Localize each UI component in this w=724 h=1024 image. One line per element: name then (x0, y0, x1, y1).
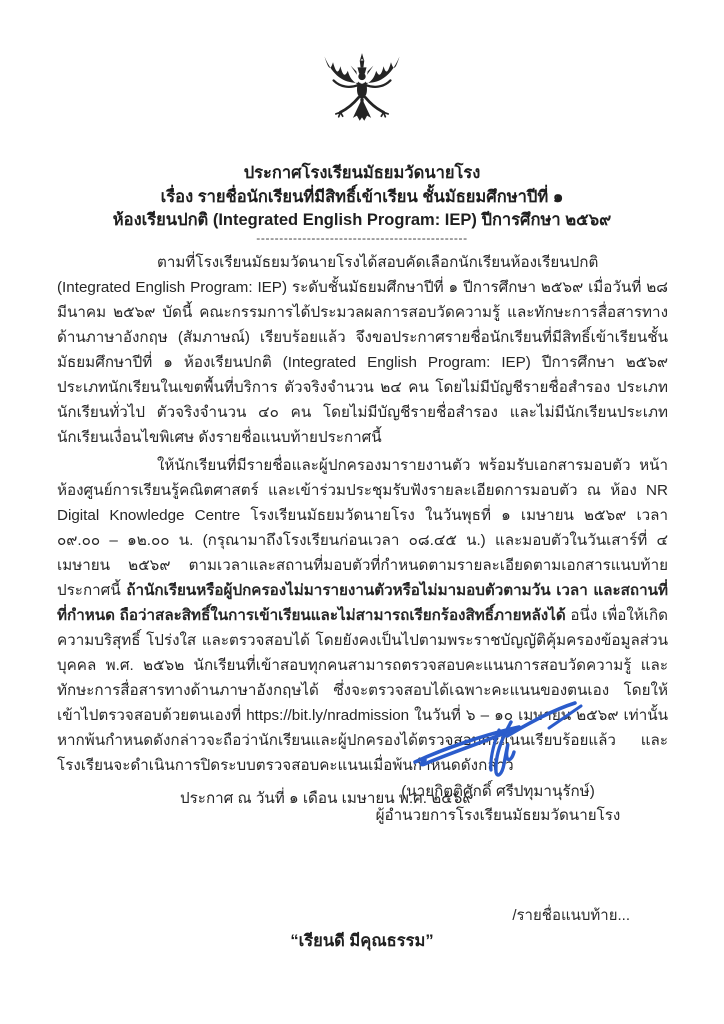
dashed-divider: ---------------------------------------------- (256, 231, 468, 245)
school-motto: “เรียนดี มีคุณธรรม” (290, 932, 434, 950)
announcement-date-line: ประกาศ ณ วันที่ ๑ เดือน เมษายน พ.ศ. ๒๕๖๙ (180, 790, 474, 807)
paragraph-results: ตามที่โรงเรียนมัธยมวัดนายโรงได้สอบคัดเลือกนักเรียนห้องเรียนปกติ (Integrated English Program: IEP) ระดับชั้นมัธยมศึกษาปีที่ ๑ ปีการศึกษา ๒๕๖๙ เมื่อวันที่ ๒๘ มีนาคม ๒๕๖๙ บัดนี้ คณะกรรมการได้ประมวลผลการสอบวัดความรู้ และทักษะการสื่อสารทางด้านภาษาอังกฤษ (สัมภาษณ์) เรียบร้อยแล้ว จึงขอประกาศรายชื่อนักเรียนที่มีสิทธิ์เข้าเรียนชั้นมัธยมศึกษาปีที่ ๑ ห้องเรียนปกติ (Integrated English Program: IEP) ปีการศึกษา ๒๕๖๙ ประเภทนักเรียนในเขตพื้นที่บริการ ตัวจริงจำนวน ๒๔ คน โดยไม่มีบัญชีรายชื่อสำรอง ประเภทนักเรียนทั่วไป ตัวจริงจำนวน ๔๐ คน โดยไม่มีบัญชีรายชื่อสำรอง และไม่มีนักเรียนประเภทนักเรียนเงื่อนไขพิเศษ ดังรายชื่อแนบท้ายประกาศนี้ (57, 254, 668, 446)
signatory-name: (นายกิตติศักดิ์ ศรีปทุมานุรักษ์) (401, 783, 595, 800)
signature-block (358, 700, 638, 828)
title-program-line: ห้องเรียนปกติ (Integrated English Program: IEP) ปีการศึกษา ๒๕๖๙ (112, 211, 612, 229)
instructions-text-3: ในวันที่ ๖ – ๑๐ เมษายน ๒๕๖๙ เท่านั้น หากพ้นกำหนดดังกล่าวจะถือว่านักเรียนและผู้ปกครองได้ตรวจสอบคะแนนเรียบร้อยแล้ว และโรงเรียนจะดำเนินการปิดระบบตรวจสอบคะแนนเมื่อพ้นกำหนดดังกล่าว (57, 707, 668, 774)
forfeit-rights-warning: ถ้านักเรียนหรือผู้ปกครองไม่มารายงานตัวหรือไม่มามอบตัวตามวัน เวลา และสถานที่ ที่กำหนด ถือว่าสละสิทธิ์ในการเข้าเรียนและไม่สามารถเรียกร้องสิทธิ์ภายหลังได้ (57, 582, 669, 624)
title-subject-line: เรื่อง รายชื่อนักเรียนที่มีสิทธิ์เข้าเรียน ชั้นมัธยมศึกษาปีที่ ๑ (160, 187, 564, 206)
score-check-url: https://bit.ly/nradmission (246, 707, 410, 724)
garuda-emblem-icon (304, 52, 420, 165)
title-org-line: ประกาศโรงเรียนมัธยมวัดนายโรง (243, 164, 481, 182)
director-signature-icon (403, 700, 593, 782)
signatory-title: ผู้อำนวยการโรงเรียนมัธยมวัดนายโรง (375, 807, 621, 824)
announcement-title (0, 162, 724, 233)
attachment-note: /รายชื่อแนบท้าย... (512, 907, 630, 924)
instructions-text-1: ให้นักเรียนที่มีรายชื่อและผู้ปกครองมารายงานตัว พร้อมรับเอกสารมอบตัว หน้าห้องศูนย์การเรียนรู้คณิตศาสตร์ และเข้าร่วมประชุมรับฟังรายละเอียดการมอบตัว ณ ห้อง NR Digital Knowledge Centre โรงเรียนมัธยมวัดนายโรง ในวันพุธที่ ๑ เมษายน ๒๕๖๙ เวลา ๐๙.๐๐ – ๑๒.๐๐ น. (กรุณามาถึงโรงเรียนก่อนเวลา ๐๘.๔๕ น.) และมอบตัวในวันเสาร์ที่ ๔ เมษายน ๒๕๖๙ ตามเวลาและสถานที่มอบตัวที่กำหนดตามรายละเอียดตามเอกสารแนบท้ายประกาศนี้ (57, 457, 668, 599)
instructions-text-2: อนึ่ง เพื่อให้เกิดความบริสุทธิ์ โปร่งใส และตรวจสอบได้ โดยยังคงเป็นไปตามพระราชบัญญัติคุ้มครองข้อมูลส่วนบุคคล พ.ศ. ๒๕๖๒ นักเรียนที่เข้าสอบทุกคนสามารถตรวจสอบคะแนนการสอบวัดความรู้ และทักษะการสื่อสารทางด้านภาษาอังกฤษได้ ซึ่งจะตรวจสอบได้เฉพาะคะแนนของตนเอง โดยให้เข้าไปตรวจสอบด้วยตนเองที่ (57, 607, 668, 724)
